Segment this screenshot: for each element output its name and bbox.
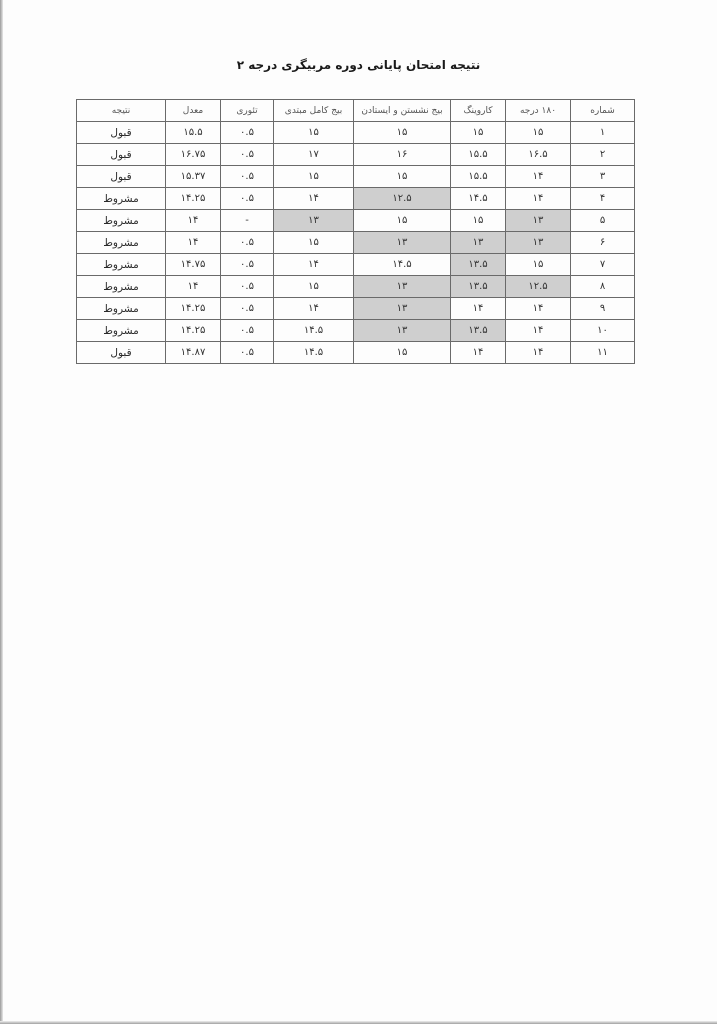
table-row [77, 232, 635, 254]
column-header-result: نتیجه [77, 100, 166, 122]
cell-number: ۷ [571, 254, 635, 276]
table-row [77, 166, 635, 188]
cell-result: مشروط [77, 232, 166, 254]
cell-180-degree: ۱۵ [506, 254, 571, 276]
table-row [77, 342, 635, 364]
cell-sit-stand: ۱۳ [354, 320, 451, 342]
cell-average: ۱۴.۸۷ [166, 342, 221, 364]
cell-beginner: ۱۷ [274, 144, 354, 166]
cell-beginner: ۱۵ [274, 122, 354, 144]
cell-carving: ۱۴ [451, 298, 506, 320]
column-header-theory: تئوری [221, 100, 274, 122]
header-row [77, 100, 635, 122]
table-row [77, 210, 635, 232]
cell-carving: ۱۴ [451, 342, 506, 364]
cell-number: ۱۰ [571, 320, 635, 342]
cell-sit-stand: ۱۵ [354, 122, 451, 144]
table-row [77, 298, 635, 320]
cell-180-degree: ۱۳ [506, 210, 571, 232]
cell-sit-stand: ۱۵ [354, 342, 451, 364]
cell-theory: ۰.۵ [221, 166, 274, 188]
cell-average: ۱۴.۷۵ [166, 254, 221, 276]
cell-average: ۱۴.۲۵ [166, 298, 221, 320]
cell-average: ۱۴ [166, 210, 221, 232]
cell-carving: ۱۳.۵ [451, 254, 506, 276]
cell-theory: ۰.۵ [221, 320, 274, 342]
cell-average: ۱۶.۷۵ [166, 144, 221, 166]
results-table [76, 99, 635, 364]
column-header-average: معدل [166, 100, 221, 122]
cell-result: قبول [77, 166, 166, 188]
table-row [77, 320, 635, 342]
cell-number: ۳ [571, 166, 635, 188]
cell-180-degree: ۱۴ [506, 166, 571, 188]
cell-180-degree: ۱۲.۵ [506, 276, 571, 298]
cell-result: مشروط [77, 276, 166, 298]
cell-sit-stand: ۱۶ [354, 144, 451, 166]
cell-carving: ۱۳.۵ [451, 320, 506, 342]
cell-result: مشروط [77, 298, 166, 320]
cell-sit-stand: ۱۳ [354, 298, 451, 320]
cell-beginner: ۱۴ [274, 188, 354, 210]
cell-sit-stand: ۱۴.۵ [354, 254, 451, 276]
cell-average: ۱۵.۵ [166, 122, 221, 144]
cell-number: ۱۱ [571, 342, 635, 364]
table-row [77, 122, 635, 144]
cell-carving: ۱۵.۵ [451, 144, 506, 166]
cell-number: ۶ [571, 232, 635, 254]
cell-carving: ۱۳ [451, 232, 506, 254]
cell-result: مشروط [77, 320, 166, 342]
cell-carving: ۱۵ [451, 122, 506, 144]
cell-average: ۱۴ [166, 276, 221, 298]
table-row [77, 276, 635, 298]
cell-180-degree: ۱۵ [506, 122, 571, 144]
cell-sit-stand: ۱۵ [354, 210, 451, 232]
cell-theory: ۰.۵ [221, 232, 274, 254]
cell-180-degree: ۱۴ [506, 320, 571, 342]
cell-180-degree: ۱۳ [506, 232, 571, 254]
cell-theory: ۰.۵ [221, 276, 274, 298]
cell-theory: ۰.۵ [221, 122, 274, 144]
cell-theory: ۰.۵ [221, 342, 274, 364]
cell-number: ۱ [571, 122, 635, 144]
cell-result: مشروط [77, 188, 166, 210]
cell-average: ۱۴.۲۵ [166, 320, 221, 342]
cell-number: ۵ [571, 210, 635, 232]
cell-180-degree: ۱۴ [506, 298, 571, 320]
cell-result: مشروط [77, 210, 166, 232]
cell-carving: ۱۴.۵ [451, 188, 506, 210]
scan-edge-left [0, 0, 3, 1024]
cell-result: قبول [77, 342, 166, 364]
cell-beginner: ۱۵ [274, 276, 354, 298]
cell-sit-stand: ۱۲.۵ [354, 188, 451, 210]
column-header-sit-stand: بیج نشستن و ایستادن [354, 100, 451, 122]
table-row [77, 188, 635, 210]
cell-180-degree: ۱۶.۵ [506, 144, 571, 166]
cell-number: ۲ [571, 144, 635, 166]
cell-carving: ۱۳.۵ [451, 276, 506, 298]
cell-beginner: ۱۳ [274, 210, 354, 232]
cell-sit-stand: ۱۳ [354, 276, 451, 298]
cell-beginner: ۱۵ [274, 166, 354, 188]
column-header-number: شماره [571, 100, 635, 122]
cell-average: ۱۵.۳۷ [166, 166, 221, 188]
column-header-beginner: بیج کامل مبتدی [274, 100, 354, 122]
cell-carving: ۱۵ [451, 210, 506, 232]
cell-sit-stand: ۱۵ [354, 166, 451, 188]
column-header-180-degree: ۱۸۰ درجه [506, 100, 571, 122]
cell-beginner: ۱۴ [274, 254, 354, 276]
cell-number: ۸ [571, 276, 635, 298]
table-body [77, 122, 635, 364]
cell-theory: ۰.۵ [221, 298, 274, 320]
cell-theory: ۰.۵ [221, 254, 274, 276]
column-header-carving: کاروینگ [451, 100, 506, 122]
document-title: نتیجه امتحان پایانی دوره مربیگری درجه ۲ [236, 58, 481, 72]
cell-180-degree: ۱۴ [506, 342, 571, 364]
cell-beginner: ۱۴.۵ [274, 342, 354, 364]
table-row [77, 254, 635, 276]
cell-average: ۱۴.۲۵ [166, 188, 221, 210]
cell-theory: - [221, 210, 274, 232]
cell-result: قبول [77, 122, 166, 144]
cell-number: ۹ [571, 298, 635, 320]
cell-theory: ۰.۵ [221, 144, 274, 166]
cell-theory: ۰.۵ [221, 188, 274, 210]
cell-carving: ۱۵.۵ [451, 166, 506, 188]
cell-180-degree: ۱۴ [506, 188, 571, 210]
cell-number: ۴ [571, 188, 635, 210]
cell-beginner: ۱۵ [274, 232, 354, 254]
cell-beginner: ۱۴.۵ [274, 320, 354, 342]
cell-result: قبول [77, 144, 166, 166]
cell-sit-stand: ۱۳ [354, 232, 451, 254]
cell-average: ۱۴ [166, 232, 221, 254]
cell-result: مشروط [77, 254, 166, 276]
table-row [77, 144, 635, 166]
cell-beginner: ۱۴ [274, 298, 354, 320]
